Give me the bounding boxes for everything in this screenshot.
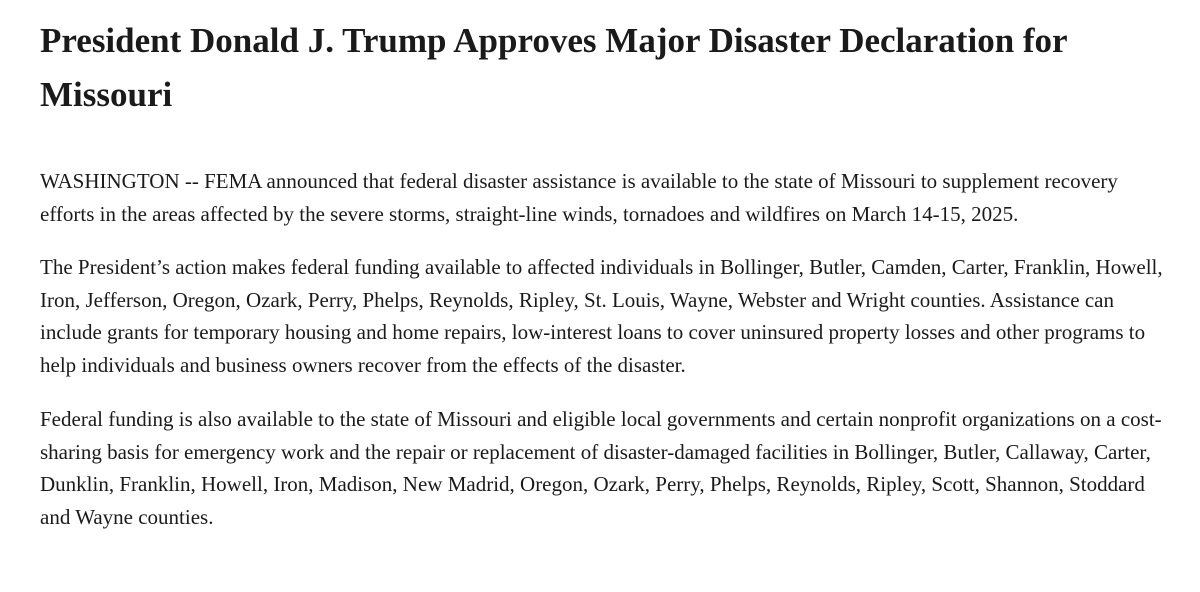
article-paragraph-individual-assistance: The President’s action makes federal funding available to affected individuals in Bollinger, Butler, Camden, Carter, Franklin, Howell, Iron, Jefferson, Oregon, Ozark, Perry, Phelps, Reynolds, Ripley, St. Louis, Wayne, Webster and Wright counties. Assistance can include grants for temporary housing and home repairs, low-interest loans to cover uninsured property losses and other programs to help individuals and business owners recover from the effects of the disaster. [40, 255, 1163, 377]
page-title: President Donald J. Trump Approves Major Disaster Declaration for Missouri [40, 21, 1067, 114]
article-paragraph-public-assistance: Federal funding is also available to the state of Missouri and eligible local governments and certain nonprofit organizations on a cost-sharing basis for emergency work and the repair or replacement of disaster-damaged facilities in Bollinger, Butler, Callaway, Carter, Dunklin, Franklin, Howell, Iron, Madison, New Madrid, Oregon, Ozark, Perry, Phelps, Reynolds, Ripley, Scott, Shannon, Stoddard and Wayne counties. [40, 407, 1162, 529]
article-paragraph-announcement: WASHINGTON -- FEMA announced that federal disaster assistance is available to the state of Missouri to supplement recovery efforts in the areas affected by the severe storms, straight-line winds, tornadoes and wildfires on March 14-15, 2025. [40, 169, 1118, 226]
press-release-article [40, 14, 1170, 533]
